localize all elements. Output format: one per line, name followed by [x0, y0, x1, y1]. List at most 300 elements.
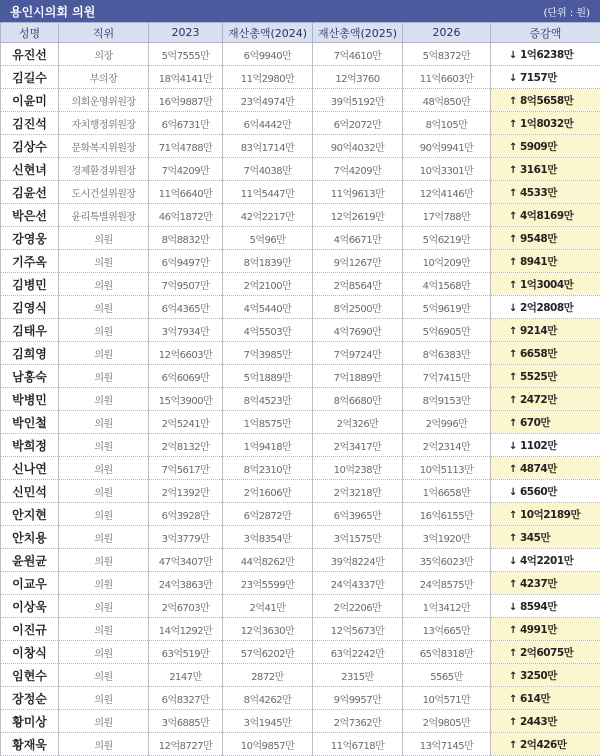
- change-amount: [491, 710, 600, 733]
- assets-2025: 9억1267만: [313, 250, 403, 273]
- member-name: 강영웅: [1, 227, 59, 250]
- assets-2026: 10억5113만: [403, 457, 491, 480]
- member-position: 의원: [59, 273, 149, 296]
- arrow-up-icon: ↑: [509, 694, 520, 705]
- assets-2026: 5565만: [403, 664, 491, 687]
- table-row: [1, 480, 600, 503]
- arrow-up-icon: ↑: [509, 96, 520, 107]
- change-value: 3250만: [520, 670, 557, 682]
- change-value: 2억6075만: [520, 647, 573, 659]
- arrow-up-icon: ↑: [509, 395, 520, 406]
- table-row: [1, 457, 600, 480]
- assets-2026: 90억9941만: [403, 135, 491, 158]
- assets-2026: 65억8318만: [403, 641, 491, 664]
- assets-2025: 7억9724만: [313, 342, 403, 365]
- table-row: [1, 641, 600, 664]
- change-amount: [491, 618, 600, 641]
- member-position: 문화복지위원장: [59, 135, 149, 158]
- assets-2023: 3억7934만: [149, 319, 223, 342]
- change-value: 4억8169만: [520, 210, 573, 222]
- table-body: [1, 43, 600, 756]
- member-name: 박희정: [1, 434, 59, 457]
- assets-2026: 13억665만: [403, 618, 491, 641]
- assets-2025: 2315만: [313, 664, 403, 687]
- assets-2024: 6억9940만: [223, 43, 313, 66]
- change-amount: [491, 572, 600, 595]
- assets-2023: 46억1872만: [149, 204, 223, 227]
- assets-2024: 1억9418만: [223, 434, 313, 457]
- assets-2026: 8억6383만: [403, 342, 491, 365]
- change-value: 3161만: [520, 164, 557, 176]
- arrow-up-icon: ↑: [509, 510, 520, 521]
- assets-2025: 39억8224만: [313, 549, 403, 572]
- table-row: [1, 89, 600, 112]
- assets-2024: 1억8575만: [223, 411, 313, 434]
- table-row: [1, 43, 600, 66]
- assets-2025: 8억6680만: [313, 388, 403, 411]
- table-row: [1, 273, 600, 296]
- assets-2025: 12억3760: [313, 66, 403, 89]
- arrow-up-icon: ↑: [509, 533, 520, 544]
- arrow-up-icon: ↑: [509, 349, 520, 360]
- assets-2023: 15억3900만: [149, 388, 223, 411]
- member-name: 이상욱: [1, 595, 59, 618]
- change-value: 9548만: [520, 233, 557, 245]
- assets-2024: 2억1606만: [223, 480, 313, 503]
- assets-2023: 2억8132만: [149, 434, 223, 457]
- member-position: 의원: [59, 618, 149, 641]
- assets-2023: 16억9887만: [149, 89, 223, 112]
- change-value: 2억2808만: [520, 302, 573, 314]
- member-name: 유진선: [1, 43, 59, 66]
- assets-2026: 5억6905만: [403, 319, 491, 342]
- assets-2024: 3억1945만: [223, 710, 313, 733]
- member-name: 박인철: [1, 411, 59, 434]
- column-header-change: 증감액: [491, 23, 600, 43]
- column-header-position: 직위: [59, 23, 149, 43]
- assets-2025: 11억9613만: [313, 181, 403, 204]
- arrow-up-icon: ↑: [509, 326, 520, 337]
- arrow-down-icon: ↓: [509, 73, 520, 84]
- member-name: 황재욱: [1, 733, 59, 756]
- change-value: 4874만: [520, 463, 557, 475]
- arrow-up-icon: ↑: [509, 234, 520, 245]
- member-name: 장정순: [1, 687, 59, 710]
- change-amount: [491, 434, 600, 457]
- arrow-up-icon: ↑: [509, 740, 520, 751]
- change-amount: [491, 273, 600, 296]
- member-position: 의장: [59, 43, 149, 66]
- table-row: [1, 411, 600, 434]
- assets-2023: 12억6603만: [149, 342, 223, 365]
- change-amount: [491, 250, 600, 273]
- assets-2024: 10억9857만: [223, 733, 313, 756]
- change-value: 345만: [520, 532, 550, 544]
- member-name: 김병민: [1, 273, 59, 296]
- assets-2024: 11억2980만: [223, 66, 313, 89]
- change-amount: [491, 687, 600, 710]
- change-amount: [491, 158, 600, 181]
- change-amount: [491, 319, 600, 342]
- assets-2023: 2147만: [149, 664, 223, 687]
- member-name: 박은선: [1, 204, 59, 227]
- assets-2026: 17억788만: [403, 204, 491, 227]
- assets-2023: 8억8832만: [149, 227, 223, 250]
- change-amount: [491, 365, 600, 388]
- column-header-2023: 2023: [149, 23, 223, 43]
- change-value: 8억5658만: [520, 95, 573, 107]
- change-value: 4237만: [520, 578, 557, 590]
- assets-2025: 2억7362만: [313, 710, 403, 733]
- assets-2026: 2억2314만: [403, 434, 491, 457]
- assets-2026: 1억6658만: [403, 480, 491, 503]
- table-row: [1, 687, 600, 710]
- member-position: 의원: [59, 411, 149, 434]
- table-row: [1, 66, 600, 89]
- member-name: 남홍숙: [1, 365, 59, 388]
- table-row: [1, 618, 600, 641]
- member-position: 의원: [59, 526, 149, 549]
- member-name: 박병민: [1, 388, 59, 411]
- assets-2023: 14억1292만: [149, 618, 223, 641]
- member-position: 의원: [59, 457, 149, 480]
- change-value: 10억2189만: [520, 509, 580, 521]
- change-amount: [491, 342, 600, 365]
- assets-2024: 3억8354만: [223, 526, 313, 549]
- arrow-up-icon: ↑: [509, 579, 520, 590]
- arrow-down-icon: ↓: [509, 303, 520, 314]
- assets-2024: 23억5599만: [223, 572, 313, 595]
- member-position: 의원: [59, 296, 149, 319]
- assets-2023: 6억6731만: [149, 112, 223, 135]
- change-value: 2443만: [520, 716, 557, 728]
- member-position: 의원: [59, 388, 149, 411]
- assets-2025: 12억5673만: [313, 618, 403, 641]
- table-row: [1, 319, 600, 342]
- member-position: 의원: [59, 549, 149, 572]
- assets-2025: 3억1575만: [313, 526, 403, 549]
- change-value: 1억8032만: [520, 118, 573, 130]
- table-row: [1, 250, 600, 273]
- member-position: 의원: [59, 342, 149, 365]
- assets-2024: 5억1889만: [223, 365, 313, 388]
- assets-2023: 2억1392만: [149, 480, 223, 503]
- assets-2025: 8억2500만: [313, 296, 403, 319]
- assets-2024: 8억4262만: [223, 687, 313, 710]
- assets-2025: 39억5192만: [313, 89, 403, 112]
- assets-2026: 12억4146만: [403, 181, 491, 204]
- assets-2025: 6억2072만: [313, 112, 403, 135]
- assets-2026: 16억6155만: [403, 503, 491, 526]
- arrow-up-icon: ↑: [509, 625, 520, 636]
- assets-2024: 83억1714만: [223, 135, 313, 158]
- table-row: [1, 296, 600, 319]
- assets-2026: 10억3301만: [403, 158, 491, 181]
- change-value: 8941만: [520, 256, 557, 268]
- assets-2024: 4억5503만: [223, 319, 313, 342]
- change-value: 8594만: [520, 601, 557, 613]
- assets-2025: 11억6718만: [313, 733, 403, 756]
- change-value: 1102만: [520, 440, 557, 452]
- assets-2024: 57억6202만: [223, 641, 313, 664]
- member-name: 윤원균: [1, 549, 59, 572]
- change-value: 4991만: [520, 624, 557, 636]
- member-name: 김상수: [1, 135, 59, 158]
- assets-2026: 3억1920만: [403, 526, 491, 549]
- change-value: 6658만: [520, 348, 557, 360]
- change-value: 6560만: [520, 486, 557, 498]
- assets-2024: 6억4442만: [223, 112, 313, 135]
- change-amount: [491, 664, 600, 687]
- member-name: 김영식: [1, 296, 59, 319]
- arrow-up-icon: ↑: [509, 119, 520, 130]
- assets-2025: 2억2206만: [313, 595, 403, 618]
- table-row: [1, 112, 600, 135]
- change-amount: [491, 135, 600, 158]
- change-value: 670만: [520, 417, 550, 429]
- assets-table: [0, 22, 600, 756]
- arrow-up-icon: ↑: [509, 188, 520, 199]
- assets-2026: 5억9619만: [403, 296, 491, 319]
- member-position: 경제환경위원장: [59, 158, 149, 181]
- assets-2024: 42억2217만: [223, 204, 313, 227]
- assets-2026: 5억6219만: [403, 227, 491, 250]
- table-row: [1, 733, 600, 756]
- change-value: 2472만: [520, 394, 557, 406]
- arrow-down-icon: ↓: [509, 441, 520, 452]
- assets-2026: 2억9805만: [403, 710, 491, 733]
- assets-2023: 5억7555만: [149, 43, 223, 66]
- member-position: 자치행정위원장: [59, 112, 149, 135]
- assets-2025: 2억8564만: [313, 273, 403, 296]
- arrow-up-icon: ↑: [509, 671, 520, 682]
- arrow-down-icon: ↓: [509, 602, 520, 613]
- assets-2023: 3억3779만: [149, 526, 223, 549]
- change-amount: [491, 457, 600, 480]
- assets-2023: 3억6885만: [149, 710, 223, 733]
- assets-2026: 10억571만: [403, 687, 491, 710]
- assets-2023: 6억3928만: [149, 503, 223, 526]
- assets-2024: 8억1839만: [223, 250, 313, 273]
- assets-2026: 24억8575만: [403, 572, 491, 595]
- assets-2025: 7억4209만: [313, 158, 403, 181]
- member-name: 김태우: [1, 319, 59, 342]
- assets-2026: 48억850만: [403, 89, 491, 112]
- arrow-up-icon: ↑: [509, 717, 520, 728]
- assets-2025: 12억2619만: [313, 204, 403, 227]
- assets-2024: 23억4974만: [223, 89, 313, 112]
- member-position: 의원: [59, 572, 149, 595]
- assets-2024: 2억2100만: [223, 273, 313, 296]
- arrow-down-icon: ↓: [509, 50, 520, 61]
- assets-2025: 2억326만: [313, 411, 403, 434]
- arrow-up-icon: ↑: [509, 464, 520, 475]
- assets-2024: 6억2872만: [223, 503, 313, 526]
- assets-2024: 44억8262만: [223, 549, 313, 572]
- assets-2024: 5억96만: [223, 227, 313, 250]
- arrow-down-icon: ↓: [509, 556, 520, 567]
- table-row: [1, 526, 600, 549]
- member-position: 의원: [59, 365, 149, 388]
- column-header-2026: 2026: [403, 23, 491, 43]
- member-name: 김길수: [1, 66, 59, 89]
- member-name: 신나연: [1, 457, 59, 480]
- assets-2023: 63억519만: [149, 641, 223, 664]
- table-row: [1, 572, 600, 595]
- member-name: 이윤미: [1, 89, 59, 112]
- change-amount: [491, 227, 600, 250]
- assets-2024: 8억2310만: [223, 457, 313, 480]
- change-amount: [491, 503, 600, 526]
- assets-2026: 1억3412만: [403, 595, 491, 618]
- assets-2024: 8억4523만: [223, 388, 313, 411]
- arrow-up-icon: ↑: [509, 280, 520, 291]
- assets-2023: 6억6069만: [149, 365, 223, 388]
- table-row: [1, 158, 600, 181]
- assets-2026: 4억1568만: [403, 273, 491, 296]
- member-position: 의원: [59, 480, 149, 503]
- change-value: 614만: [520, 693, 550, 705]
- change-amount: [491, 181, 600, 204]
- assets-2025: 9억9957만: [313, 687, 403, 710]
- arrow-up-icon: ↑: [509, 142, 520, 153]
- member-position: 의원: [59, 319, 149, 342]
- assets-2025: 10억238만: [313, 457, 403, 480]
- table-row: [1, 710, 600, 733]
- change-amount: [491, 526, 600, 549]
- change-value: 5909만: [520, 141, 557, 153]
- table-row: [1, 204, 600, 227]
- table-row: [1, 181, 600, 204]
- change-value: 1억3004만: [520, 279, 573, 291]
- member-position: 의원: [59, 733, 149, 756]
- assets-2023: 24억3863만: [149, 572, 223, 595]
- change-value: 1억6238만: [520, 49, 573, 61]
- change-value: 7157만: [520, 72, 557, 84]
- column-header-2024: 재산총액(2024): [223, 23, 313, 43]
- member-name: 김진석: [1, 112, 59, 135]
- assets-2023: 6억9497만: [149, 250, 223, 273]
- change-amount: [491, 296, 600, 319]
- member-position: 의원: [59, 250, 149, 273]
- assets-2023: 7억5617만: [149, 457, 223, 480]
- arrow-up-icon: ↑: [509, 257, 520, 268]
- table-header-row: [1, 23, 600, 43]
- arrow-up-icon: ↑: [509, 418, 520, 429]
- table-row: [1, 227, 600, 250]
- assets-2026: 13억7145만: [403, 733, 491, 756]
- member-position: 의원: [59, 434, 149, 457]
- arrow-down-icon: ↓: [509, 487, 520, 498]
- change-value: 5525만: [520, 371, 557, 383]
- table-row: [1, 388, 600, 411]
- assets-2025: 24억4337만: [313, 572, 403, 595]
- arrow-up-icon: ↑: [509, 211, 520, 222]
- assets-2025: 2억3218만: [313, 480, 403, 503]
- assets-2023: 18억4141만: [149, 66, 223, 89]
- arrow-up-icon: ↑: [509, 165, 520, 176]
- member-position: 의회운영위원장: [59, 89, 149, 112]
- assets-2024: 11억5447만: [223, 181, 313, 204]
- assets-2025: 7억4610만: [313, 43, 403, 66]
- table-title-bar: [0, 0, 600, 22]
- member-name: 이창식: [1, 641, 59, 664]
- member-name: 기주옥: [1, 250, 59, 273]
- member-name: 김희영: [1, 342, 59, 365]
- table-row: [1, 365, 600, 388]
- assets-2026: 11억6603만: [403, 66, 491, 89]
- assets-2023: 12억8727만: [149, 733, 223, 756]
- member-position: 의원: [59, 687, 149, 710]
- assets-2023: 47억3407만: [149, 549, 223, 572]
- table-row: [1, 342, 600, 365]
- member-position: 의원: [59, 595, 149, 618]
- assets-2023: 2억5241만: [149, 411, 223, 434]
- assets-2024: 12억3630만: [223, 618, 313, 641]
- assets-2024: 7억3985만: [223, 342, 313, 365]
- change-amount: [491, 388, 600, 411]
- change-amount: [491, 549, 600, 572]
- member-name: 황미상: [1, 710, 59, 733]
- member-position: 윤리특별위원장: [59, 204, 149, 227]
- change-amount: [491, 112, 600, 135]
- member-name: 임현수: [1, 664, 59, 687]
- assets-2023: 2억6703만: [149, 595, 223, 618]
- change-amount: [491, 411, 600, 434]
- change-amount: [491, 66, 600, 89]
- table-row: [1, 595, 600, 618]
- arrow-up-icon: ↑: [509, 648, 520, 659]
- change-value: 4533만: [520, 187, 557, 199]
- change-amount: [491, 595, 600, 618]
- assets-2024: 7억4038만: [223, 158, 313, 181]
- member-position: 도시건설위원장: [59, 181, 149, 204]
- assets-2024: 2억41만: [223, 595, 313, 618]
- assets-2023: 71억4788만: [149, 135, 223, 158]
- change-amount: [491, 641, 600, 664]
- assets-2026: 10억209만: [403, 250, 491, 273]
- assets-2026: 7억7415만: [403, 365, 491, 388]
- unit-label: (단위 : 원): [543, 4, 590, 19]
- assets-2023: 7억9507만: [149, 273, 223, 296]
- assets-2025: 63억2242만: [313, 641, 403, 664]
- assets-2026: 2억996만: [403, 411, 491, 434]
- change-amount: [491, 43, 600, 66]
- column-header-name: 성명: [1, 23, 59, 43]
- member-name: 이진규: [1, 618, 59, 641]
- assets-2025: 2억3417만: [313, 434, 403, 457]
- assets-2023: 11억6640만: [149, 181, 223, 204]
- assets-2025: 90억4032만: [313, 135, 403, 158]
- member-name: 안지현: [1, 503, 59, 526]
- change-amount: [491, 480, 600, 503]
- change-amount: [491, 89, 600, 112]
- member-name: 신민석: [1, 480, 59, 503]
- table-title: 용인시의회 의원: [10, 3, 95, 20]
- member-position: 의원: [59, 641, 149, 664]
- assets-2024: 2872만: [223, 664, 313, 687]
- assets-2025: 4억7690만: [313, 319, 403, 342]
- assets-2023: 6억8327만: [149, 687, 223, 710]
- table-row: [1, 664, 600, 687]
- assets-2026: 8억9153만: [403, 388, 491, 411]
- assets-2024: 4억5440만: [223, 296, 313, 319]
- change-value: 2억426만: [520, 739, 567, 751]
- member-position: 의원: [59, 664, 149, 687]
- member-name: 안치용: [1, 526, 59, 549]
- table-row: [1, 503, 600, 526]
- member-position: 의원: [59, 227, 149, 250]
